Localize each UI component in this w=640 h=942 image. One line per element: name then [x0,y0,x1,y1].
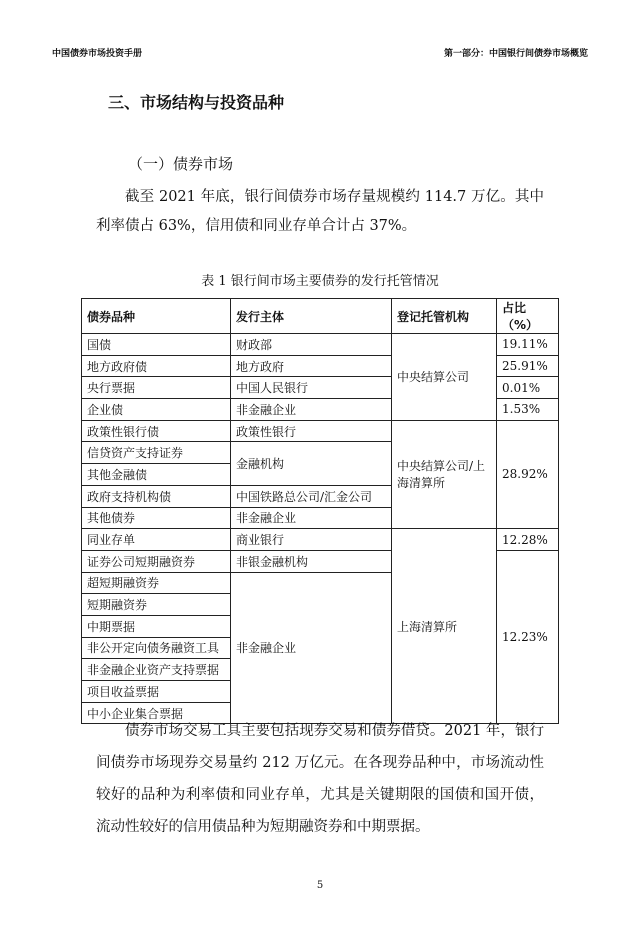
share-cell: 0.01% [497,377,559,399]
bond-type-cell: 企业债 [82,399,231,421]
custodian-cell: 中央结算公司/上海清算所 [392,420,497,528]
bond-type-cell: 非公开定向债务融资工具 [82,637,231,659]
bond-type-cell: 同业存单 [82,529,231,551]
bond-type-cell: 超短期融资券 [82,572,231,594]
custodian-cell: 上海清算所 [392,529,497,724]
custodian-cell: 中央结算公司 [392,334,497,421]
table-row [82,420,559,442]
bond-type-cell: 信贷资产支持证券 [82,442,231,464]
issuer-cell: 中国铁路总公司/汇金公司 [231,485,392,507]
bond-type-cell: 地方政府债 [82,355,231,377]
bond-issuance-table [81,298,559,724]
bond-type-cell: 项目收益票据 [82,681,231,703]
header-issuer: 发行主体 [231,299,392,334]
bond-type-cell: 证券公司短期融资券 [82,550,231,572]
issuer-cell: 非银金融机构 [231,550,392,572]
issuer-cell: 中国人民银行 [231,377,392,399]
issuer-cell: 非金融企业 [231,507,392,529]
subsection-title: （一）债券市场 [128,155,234,173]
running-header-right: 第一部分：中国银行间债券市场概览 [443,49,588,59]
section-title: 三、市场结构与投资品种 [108,93,285,112]
bond-type-cell: 短期融资券 [82,594,231,616]
paragraph-market-size: 截至 2021 年底，银行间债券市场存量规模约 114.7 万亿。其中利率债占 63%，信用债和同业存单合计占 37%。 [96,189,544,234]
issuer-cell: 非金融企业 [231,399,392,421]
bond-type-cell: 中小企业集合票据 [82,702,231,724]
share-cell: 12.23% [497,550,559,724]
running-header-left: 中国债券市场投资手册 [52,49,143,59]
bond-type-cell: 政策性银行债 [82,420,231,442]
bond-type-cell: 国债 [82,334,231,356]
paragraph-trading: 债券市场交易工具主要包括现券交易和债券借贷。2021 年，银行间债券市场现券交易量约 212 万亿元。在各现券品种中，市场流动性较好的品种为利率债和同业存单，尤其是关键期限的国债和国开债，流动性较好的信用债品种为短期融资券和中期票据。 [96,723,544,835]
table-caption: 表 1 银行间市场主要债券的发行托管情况 [201,274,439,289]
table-row [82,334,559,356]
header-bond-type: 债券品种 [82,299,231,334]
issuer-cell: 财政部 [231,334,392,356]
table-row [82,529,559,551]
bond-type-cell: 中期票据 [82,615,231,637]
issuer-cell: 非金融企业 [231,572,392,724]
header-custodian: 登记托管机构 [392,299,497,334]
share-cell: 25.91% [497,355,559,377]
issuer-cell: 商业银行 [231,529,392,551]
bond-type-cell: 其他债券 [82,507,231,529]
header-share: 占比（%） [497,299,559,334]
bond-type-cell: 非金融企业资产支持票据 [82,659,231,681]
issuer-cell: 政策性银行 [231,420,392,442]
share-cell: 19.11% [497,334,559,356]
share-cell: 1.53% [497,399,559,421]
issuer-cell: 金融机构 [231,442,392,485]
bond-type-cell: 央行票据 [82,377,231,399]
bond-type-cell: 其他金融债 [82,464,231,486]
issuer-cell: 地方政府 [231,355,392,377]
share-cell: 28.92% [497,420,559,528]
bond-type-cell: 政府支持机构债 [82,485,231,507]
share-cell: 12.28% [497,529,559,551]
table-header-row [82,299,559,334]
page-number: 5 [316,880,324,891]
